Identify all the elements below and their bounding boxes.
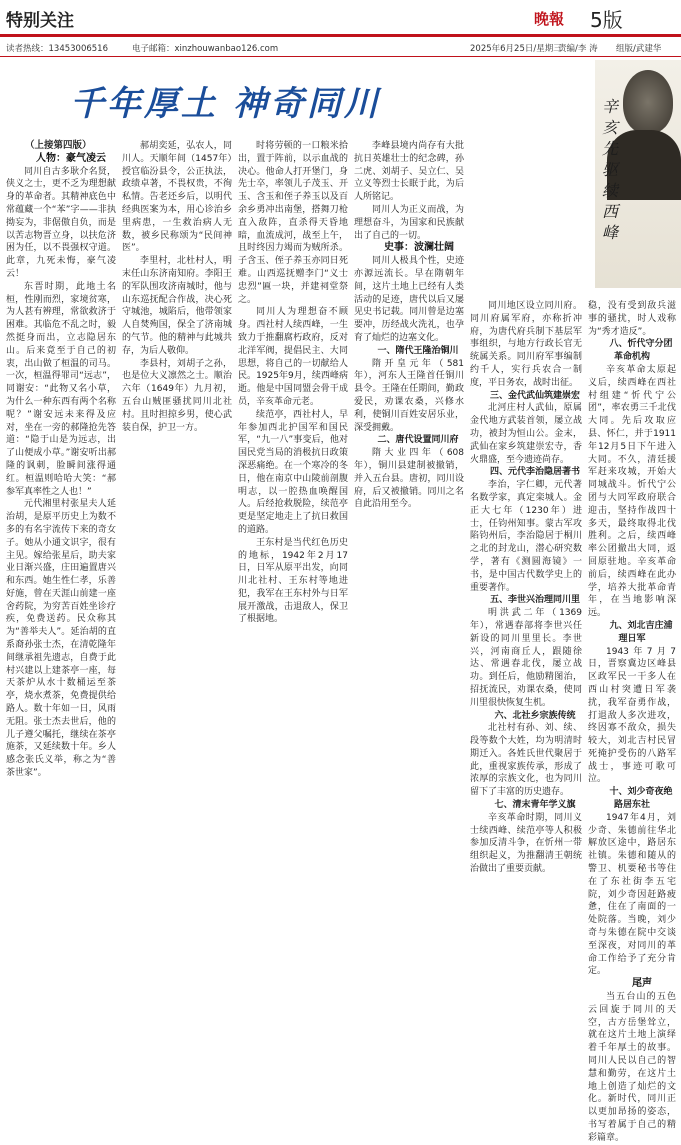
paragraph: 李里村，北杜村人，明末任山东济南知府。李阳王的军队围攻济南城时，他与山东巡抚配合作战，决心死守城池，城陷后，他带领家人自焚殉国，保全了济南城的气节。他的精神与此城共存，为后人敬仰。 xyxy=(122,256,232,356)
subsection-title: 二、唐代设置同川府 xyxy=(377,435,459,446)
column-1 xyxy=(6,140,116,980)
subsection-title: 三、金代武仙筑建崇宏 xyxy=(489,390,580,401)
subsection-title: 四、元代李治隐居著书 xyxy=(489,467,580,478)
header-rule xyxy=(0,34,681,37)
subhead-people: 人物：豪气凌云 xyxy=(36,152,106,164)
subhead-history: 史事：波澜壮阔 xyxy=(384,242,454,254)
paragraph: 辛亥革命太原起义后，续西峰在西社村组建“忻代宁公团”，率农勇三千北伐大同。先后攻取应县、怀仁，并于1911年12月5日下午进入大同。不久，清廷援军赶来攻城，开始大同城战斗。忻代宁公团与大同军政府联合迎击，坚持作战四十多天，最终取得北伐胜利。之后，续西峰率公团撤出大同，返回原驻地。辛亥革命前后，续西峰在此办学，培养大批革命青年，在当地影响深远。 xyxy=(588,364,676,619)
paragraph: 1947年4月，刘少奇、朱德前往华北解放区途中，路居东社镇。朱德和随从的警卫、机要秘书等住在了东社街李五宅院，刘少奇因赶路疲惫，住在了南面的一处院落。当晚，刘少奇与朱德在院中交谈至深夜，对同川的革命工作给予了充分肯定。 xyxy=(588,812,676,977)
subsection-title: 九、刘北吉庄浦理日军 xyxy=(609,620,673,644)
subsection-title: 一、隋代王隆治铜川 xyxy=(377,345,459,356)
portrait-face xyxy=(623,70,673,134)
page-number: 5版 xyxy=(590,8,623,32)
section-name: 特别关注 xyxy=(6,11,74,31)
date: 2025年6月25日/星期三 xyxy=(470,44,562,54)
paragraph: 时将劳顿的一口粮米拾出，置于阵前，以示血战的决心。他命人打开堡门，身先士卒，率领儿子茂玉、开玉、含玉和侄子养玉以及百余乡勇冲出南堡，搭舞刀枪直入敌阵，直杀得天昏地暗，血流成河，战至上午，且时终因力竭而为贼所杀。子含玉、侄子养玉亦同日死难。山西巡抚赠李门“义士忠烈”匾一块，并建祠堂祭之。 xyxy=(238,141,348,305)
subsection-title: 八、忻代守分团革命机构 xyxy=(609,339,673,363)
paragraph: 稳，没有受到敌兵滋事的骚扰，时人戏称为“秀才造反”。 xyxy=(588,301,676,337)
paragraph: 东晋时期，此地土名桓，性刚而烈，家境贫寒，为人甚有辨理，常欲救济于困难。其临危不乱之时，毅然挺身而出，立志隐居东山。后来竟至于自己的初衷，出山做了桓温的司马。一次，桓温得罪司“远志”，同谢安：“此物又名小草，为什么一种东西有两个名称呢？”谢安远未来得及应对，坐在一旁的郝隆抢先答道：“隐于山是为远志，出了山便成小草。”谢安听出郝隆的讽刺，脸瞬间涨得通红。桓温则哈哈大笑：“郝参军真率性之人也！” xyxy=(6,281,116,497)
designer: 组版/武建华 xyxy=(616,44,662,54)
editor: 责编/李 涛 xyxy=(558,44,598,54)
column-2 xyxy=(122,140,232,980)
paragraph: 隋开皇元年（581年），河东人王隆首任铜川县令。王隆在任期间，勤政爱民，劝课农桑，兴修水利，使铜川百姓安居乐业，深受拥戴。 xyxy=(354,358,464,433)
column-4 xyxy=(354,140,464,980)
reader-hotline: 读者热线：13453006516 xyxy=(6,44,108,54)
paragraph: 同川人为理想奋不顾身。西社村人续西峰，一生致力于推翻腐朽政府，反对北洋军阀，提倡民主、大同思想，将自己的一切献给人民。1925年9月，续西峰病逝。他是中国同盟会骨干成员，辛亥革命元老。 xyxy=(238,307,348,407)
paragraph: 同川自古多耿介名贤，侠义之士，更不乏为理想献身的革命者。其精神底色中常蕴藏一个“苯”字——非执拗妄为，非倨傲自负，而是以苦志物晋立身，以扶危济困为任，以不畏强权守道。此章，九死未悔，豪气凌云！ xyxy=(6,166,116,279)
paragraph: 郝胡奕延，弘农人，同川人。天顺年间（1457年）授官临汾县令，公正执法，政绩卓著，不畏权贵，不徇私情。告老还乡后，以明代经典医案为本，用心诊治乡里病患，一生救治病人无数，被乡民称颂为“民间神医”。 xyxy=(122,141,232,254)
paragraph: 续范亭，西社村人，早年参加西北护国军和国民军，“九一八”事变后，他对国民党当局的消极抗日政策深恶痛绝。在一个寒冷的冬日，他在南京中山陵前剖腹明志，以一腔热血唤醒国人。后经抢救脱险，续范亭更是坚定地走上了抗日救国的道路。 xyxy=(238,409,348,535)
paragraph: 隋大业四年（608年），铜川县建制被撤销，并入五台县。唐初，同川设府，后又被撤销。同川之名自此沿用至今。 xyxy=(354,448,464,510)
page-header xyxy=(0,0,681,38)
paragraph: 1943年7月7日，晋察冀边区峰县区政军民一干多人在西山村突遭日军袭扰，我军奋勇作战，打退敌人多次进攻，终因寡不敌众，损失较大，刘北吉村民冒死掩护受伤的八路军战士，事迹可歌可泣。 xyxy=(588,646,676,785)
paragraph: 同川地区设立同川府。同川府属军府，亦称折冲府，为唐代府兵制下基层军事组织，与地方行政长官无统属关系。同川府军事编制约千人，实行兵农合一制度，平日务农，战时出征。 xyxy=(470,301,582,388)
paragraph: 北河庄村人武仙，原属金代地方武装首领，屡立战功，被封为恒山公。金末，武仙在家乡筑建崇宏寺，香火鼎盛，至今遗迹尚存。 xyxy=(470,403,582,465)
paragraph: 当五台山的五色云回旋于同川的天空，古方岳堡耸立，就在这片土地上演绎着千年厚土的故事。同川人民以自己的智慧和勤劳，在这片土地上创造了灿烂的文化。新时代，同川正以更加昂扬的姿态，书写着属于自己的精彩篇章。 xyxy=(588,992,676,1143)
paragraph: 李县村，刘胡子之孙，也是位大义凛然之士。顺治六年（1649年）九月初，五台山贼匪骚扰同川北社村。且时担掠乡男，使心武装自保，护卫一方。 xyxy=(122,358,232,433)
paragraph: 李治，字仁卿，元代著名数学家，真定栾城人。金正大七年（1230年）进士，任钧州知事。蒙古军攻陷钧州后，李治隐居于桐川之北的封龙山，潜心研究数学，著有《测圆海镜》一书，是中国古代数学史上的重要著作。 xyxy=(470,480,582,593)
email: 电子邮箱：xinzhouwanbao126.com xyxy=(132,44,279,54)
paper-brand: 晚報 xyxy=(534,10,565,28)
column-5 xyxy=(470,300,582,980)
paragraph: 李峰县境内尚存有大批抗日英雄壮士的纪念碑，孙二虎、刘胡子、吴立仁、吴立义等烈士长眠于此，为后人所铭记。 xyxy=(354,141,464,203)
subhead-epilogue: 尾声 xyxy=(632,978,652,990)
info-bar xyxy=(0,38,681,56)
paragraph: 同川人为正义而战，为理想奋斗，为国家和民族献出了自己的一切。 xyxy=(354,204,464,241)
paragraph: 王东村是当代红色历史的地标，1942年2月17日，日军从原平出发，向同川北社村、王东村等地进犯，我军在王东村外与日军展开激战，击退敌人，保卫了根据地。 xyxy=(238,537,348,625)
subsection-title: 六、北社乡宗族传统 xyxy=(494,710,576,721)
paragraph: 北社村有孙、刘、续、段等数个大姓，均为明清时期迁入。各姓氏世代聚居于此，重视家族传承，形成了浓厚的宗族文化，也为同川留下了丰富的历史遗存。 xyxy=(470,723,582,798)
subsection-title: 七、清末青年学义旗 xyxy=(494,800,576,811)
paragraph: 元代湘里村张星夫人延治胡，是原平历史上为数不多的有名宇流传下来的奇女子。她从小通文识字，很有主见。嫁给张星后，助夫家业日渐兴盛，庄田遍置唐兴和东西。她生性仁孝，乐善好施，曾在天涯山前建一座舍药院，为穷苦百姓坐诊疗疾，免费送药。民众称其为“善举夫人”。延治胡的直系裔孙张士杰，在清乾隆年间继承祖先遗志，自费于此村兴建以上建茶亭一座，每天茶炉从水十数桶运至茶亭，烧水煮茶，免费提供给路人。数十年如一日，风雨无阻。张士杰去世后，他的儿子遵父嘱托，继续在茶亭施茶，又延续数十年。乡人感念张氏义举，称之为“善茶世家”。 xyxy=(6,499,116,779)
column-6 xyxy=(588,300,676,1143)
paragraph: 辛亥革命时期，同川义士续西峰、续范亭等人积极参加反清斗争，在忻州一带组织起义，为推翻清王朝统治做出了重要贡献。 xyxy=(470,812,582,875)
subsection-title: 十、刘少奇夜绝路居东社 xyxy=(609,787,673,811)
column-3 xyxy=(238,140,348,980)
article-credit: （上接第四版） xyxy=(25,140,92,151)
info-rule xyxy=(0,56,681,57)
paragraph: 明洪武二年（1369年），常遇春部将李世兴任新设的同川里里长。李世兴，河南商丘人，跟随徐达、常遇春北伐，屡立战功。到任后，他励精图治，招抚流民，劝课农桑，使同川里很快恢复生机。 xyxy=(470,608,582,708)
headline: 千年厚土 神奇同川 xyxy=(70,84,381,124)
calligraphy-inscription: 辛亥先驱续西峰 xyxy=(602,97,619,242)
paragraph: 同川人极具个性，史迹亦源远流长。早在隋朝年间，这片土地上已经有人类活动的足迹，唐代以后又屡见史书记载。同川曾是边塞要冲，历经战火洗礼，也孕育了灿烂的边塞文化。 xyxy=(354,256,464,343)
subsection-title: 五、李世兴治理同川里 xyxy=(489,595,580,606)
